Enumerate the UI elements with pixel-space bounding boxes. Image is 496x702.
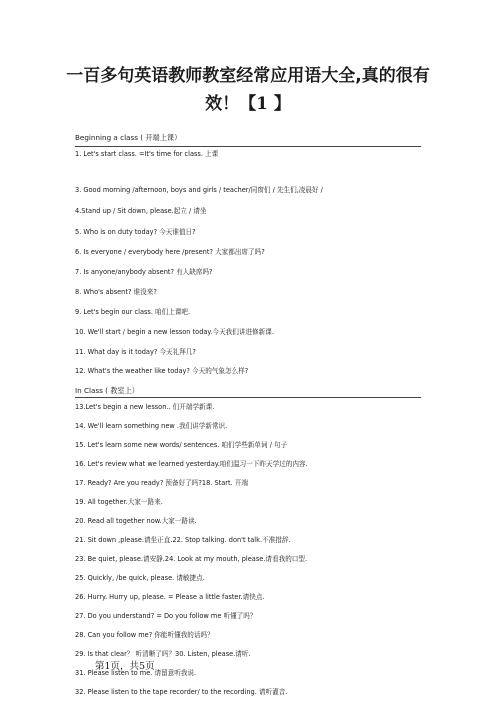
list-item: 9. Let's begin our class. 咱们上课吧. (75, 308, 191, 316)
list-item: 13.Let's begin a new lesson.. 们开端学新课. (75, 403, 215, 411)
list-item: 17. Ready? Are you ready? 预备好了吗?18. Start. 开端 (75, 479, 248, 487)
list-item: 7. Is anyone/anybody absent? 有人缺席吗? (75, 268, 213, 276)
title-line-1: 一百多句英语教师教室经常应用语大全,真的很有 (66, 66, 430, 86)
section-divider (75, 146, 421, 147)
list-item: 23. Be quiet, please.请安静.24. Look at my mouth, please.请看我的口型. (75, 555, 308, 563)
list-item: 6. Is everyone / everybody here /present? 大家都出席了吗? (75, 248, 265, 256)
list-item: 15. Let's learn some new words/ sentences. 咱们学些新单词 / 句子 (75, 441, 288, 449)
section-divider (75, 397, 421, 398)
list-item: 19. All together.大家一路来. (75, 498, 163, 506)
list-item: 32. Please listen to the tape recorder/ to the recording. 请听灌音. (75, 688, 288, 696)
list-item: 8. Who's absent? 谁没来? (75, 288, 157, 296)
list-item: 21. Sit down ,please.请坐正直.22. Stop talking. don't talk.不准措辞. (75, 536, 291, 544)
section-label-in-class: In Class ( 教室上） (75, 386, 139, 395)
list-item: 10. We'll start / begin a new lesson today.今天我们讲进修新课. (75, 328, 274, 336)
list-item: 1. Let's start class. =It's time for class. 上课 (75, 150, 219, 158)
list-item: 12. What's the weather like today? 今天的气象怎么样? (75, 367, 249, 375)
title-line-2: 效！【1 】 (205, 94, 291, 114)
list-item: 31. Please listen to me. 请留意听我说. (75, 669, 197, 677)
list-item: 4.Stand up / Sit down, please.起立 / 请坐 (75, 207, 207, 215)
document-title (60, 62, 436, 118)
list-item: 29. Is that clear？ 听清晰了吗？30. Listen, please.请听. (75, 650, 251, 658)
list-item: 20. Read all together now.大家一路读. (75, 517, 197, 525)
list-item: 11. What day is it today? 今天礼拜几? (75, 348, 196, 356)
list-item: 5. Who is on duty today? 今天谁值日? (75, 228, 196, 236)
list-item: 28. Can you follow me? 你能听懂我的话吗？ (75, 631, 214, 639)
list-item: 16. Let's review what we learned yesterday.咱们温习一下昨天学过的内容. (75, 460, 308, 468)
section-label-beginning: Beginning a class ( 开端上课） (75, 133, 182, 142)
list-item: 27. Do you understand? = Do you follow me 听懂了吗？ (75, 612, 257, 620)
list-item: 25. Quickly, /be quick, please. 请敏捷点. (75, 574, 205, 582)
list-item: 3. Good morning /afternoon, boys and girls / teacher/同窗们 / 先生们,凌晨好 / (75, 186, 323, 194)
list-item: 14. We'll learn something new .我们讲学新常识. (75, 422, 228, 430)
list-item: 26. Hurry. Hurry up, please. = Please a little faster.请快点. (75, 593, 265, 601)
page-footer: 第1页，共5页 (95, 661, 155, 672)
